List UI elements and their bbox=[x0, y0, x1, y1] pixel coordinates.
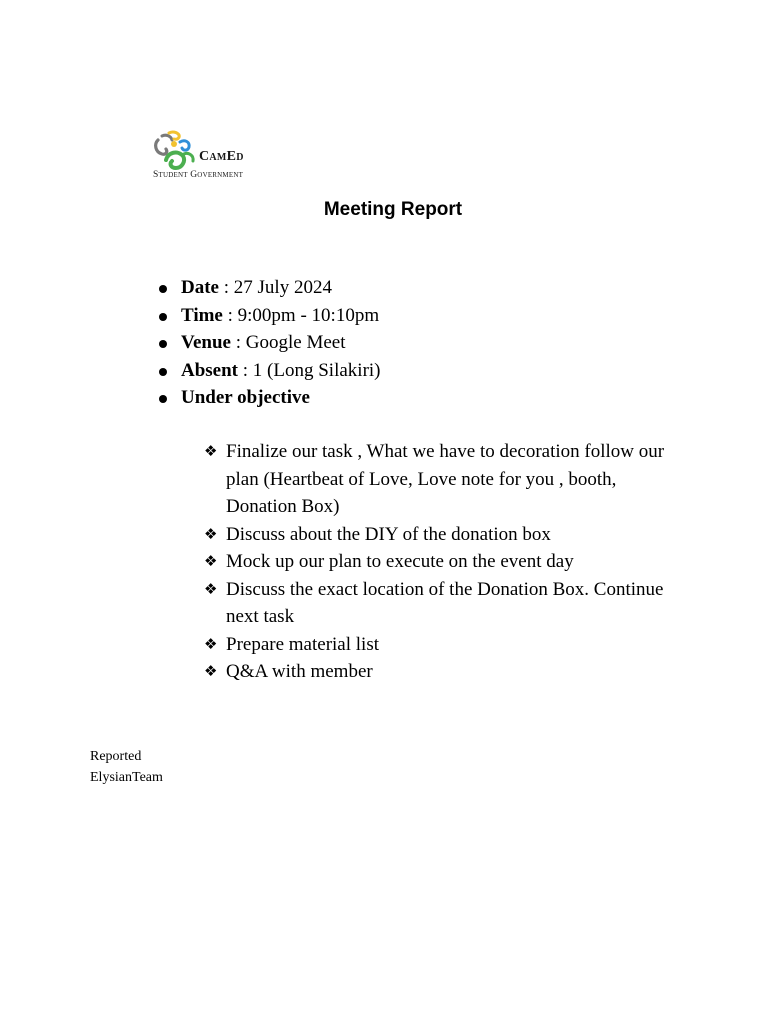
detail-venue bbox=[156, 329, 381, 357]
report-footer bbox=[90, 746, 163, 788]
footer-reported-label: Reported bbox=[90, 749, 142, 764]
detail-time bbox=[156, 302, 381, 330]
logo-subtitle: Student Government bbox=[153, 170, 244, 180]
detail-value: 27 July 2024 bbox=[233, 277, 332, 298]
page-title: Meeting Report bbox=[323, 199, 463, 220]
detail-label: Absent bbox=[181, 359, 239, 381]
diamond-bullet-icon: ❖ bbox=[204, 552, 218, 570]
task-item bbox=[204, 521, 684, 549]
diamond-bullet-icon: ❖ bbox=[204, 662, 218, 680]
diamond-bullet-icon: ❖ bbox=[204, 442, 218, 460]
bullet-icon bbox=[159, 313, 167, 321]
task-text: Mock up our plan to execute on the event day bbox=[226, 551, 574, 572]
detail-separator: : bbox=[218, 277, 234, 298]
detail-label: Under objective bbox=[181, 387, 310, 408]
detail-under-objective bbox=[156, 384, 381, 412]
task-item bbox=[204, 438, 684, 521]
bullet-icon bbox=[159, 395, 167, 403]
footer-team-name: ElysianTeam bbox=[90, 770, 163, 785]
detail-separator: : bbox=[222, 304, 238, 326]
meeting-details-list bbox=[156, 274, 381, 412]
task-text: Discuss the exact location of the Donation Box. Continue next task bbox=[226, 578, 664, 627]
detail-label: Date bbox=[181, 277, 219, 298]
task-item bbox=[204, 658, 684, 686]
detail-separator: : bbox=[230, 332, 246, 353]
detail-value: 1 (Long Silakiri) bbox=[252, 359, 381, 381]
camed-logo-mark-icon bbox=[152, 130, 198, 172]
task-text: Prepare material list bbox=[226, 633, 379, 655]
logo-name: CamEd bbox=[199, 149, 244, 164]
detail-separator: : bbox=[238, 359, 253, 381]
camed-logo bbox=[152, 128, 262, 186]
objective-task-list bbox=[204, 438, 684, 686]
diamond-bullet-icon: ❖ bbox=[204, 634, 218, 653]
bullet-icon bbox=[159, 340, 167, 348]
task-item bbox=[204, 576, 684, 631]
detail-absent bbox=[156, 357, 381, 385]
task-item bbox=[204, 631, 684, 659]
task-text: Q&A with member bbox=[226, 661, 373, 682]
bullet-icon bbox=[159, 368, 167, 376]
detail-value: 9:00pm - 10:10pm bbox=[237, 304, 380, 326]
task-item bbox=[204, 548, 684, 576]
task-text: Finalize our task , What we have to decoration follow our plan (Heartbeat of Love, Love note for you , booth, Donation Box) bbox=[226, 441, 665, 517]
detail-date bbox=[156, 274, 381, 302]
diamond-bullet-icon: ❖ bbox=[204, 524, 218, 543]
task-text: Discuss about the DIY of the donation box bbox=[226, 523, 551, 545]
detail-label: Time bbox=[181, 304, 223, 326]
detail-value: Google Meet bbox=[245, 332, 346, 353]
detail-label: Venue bbox=[181, 332, 231, 353]
diamond-bullet-icon: ❖ bbox=[204, 579, 218, 598]
bullet-icon bbox=[159, 285, 167, 293]
